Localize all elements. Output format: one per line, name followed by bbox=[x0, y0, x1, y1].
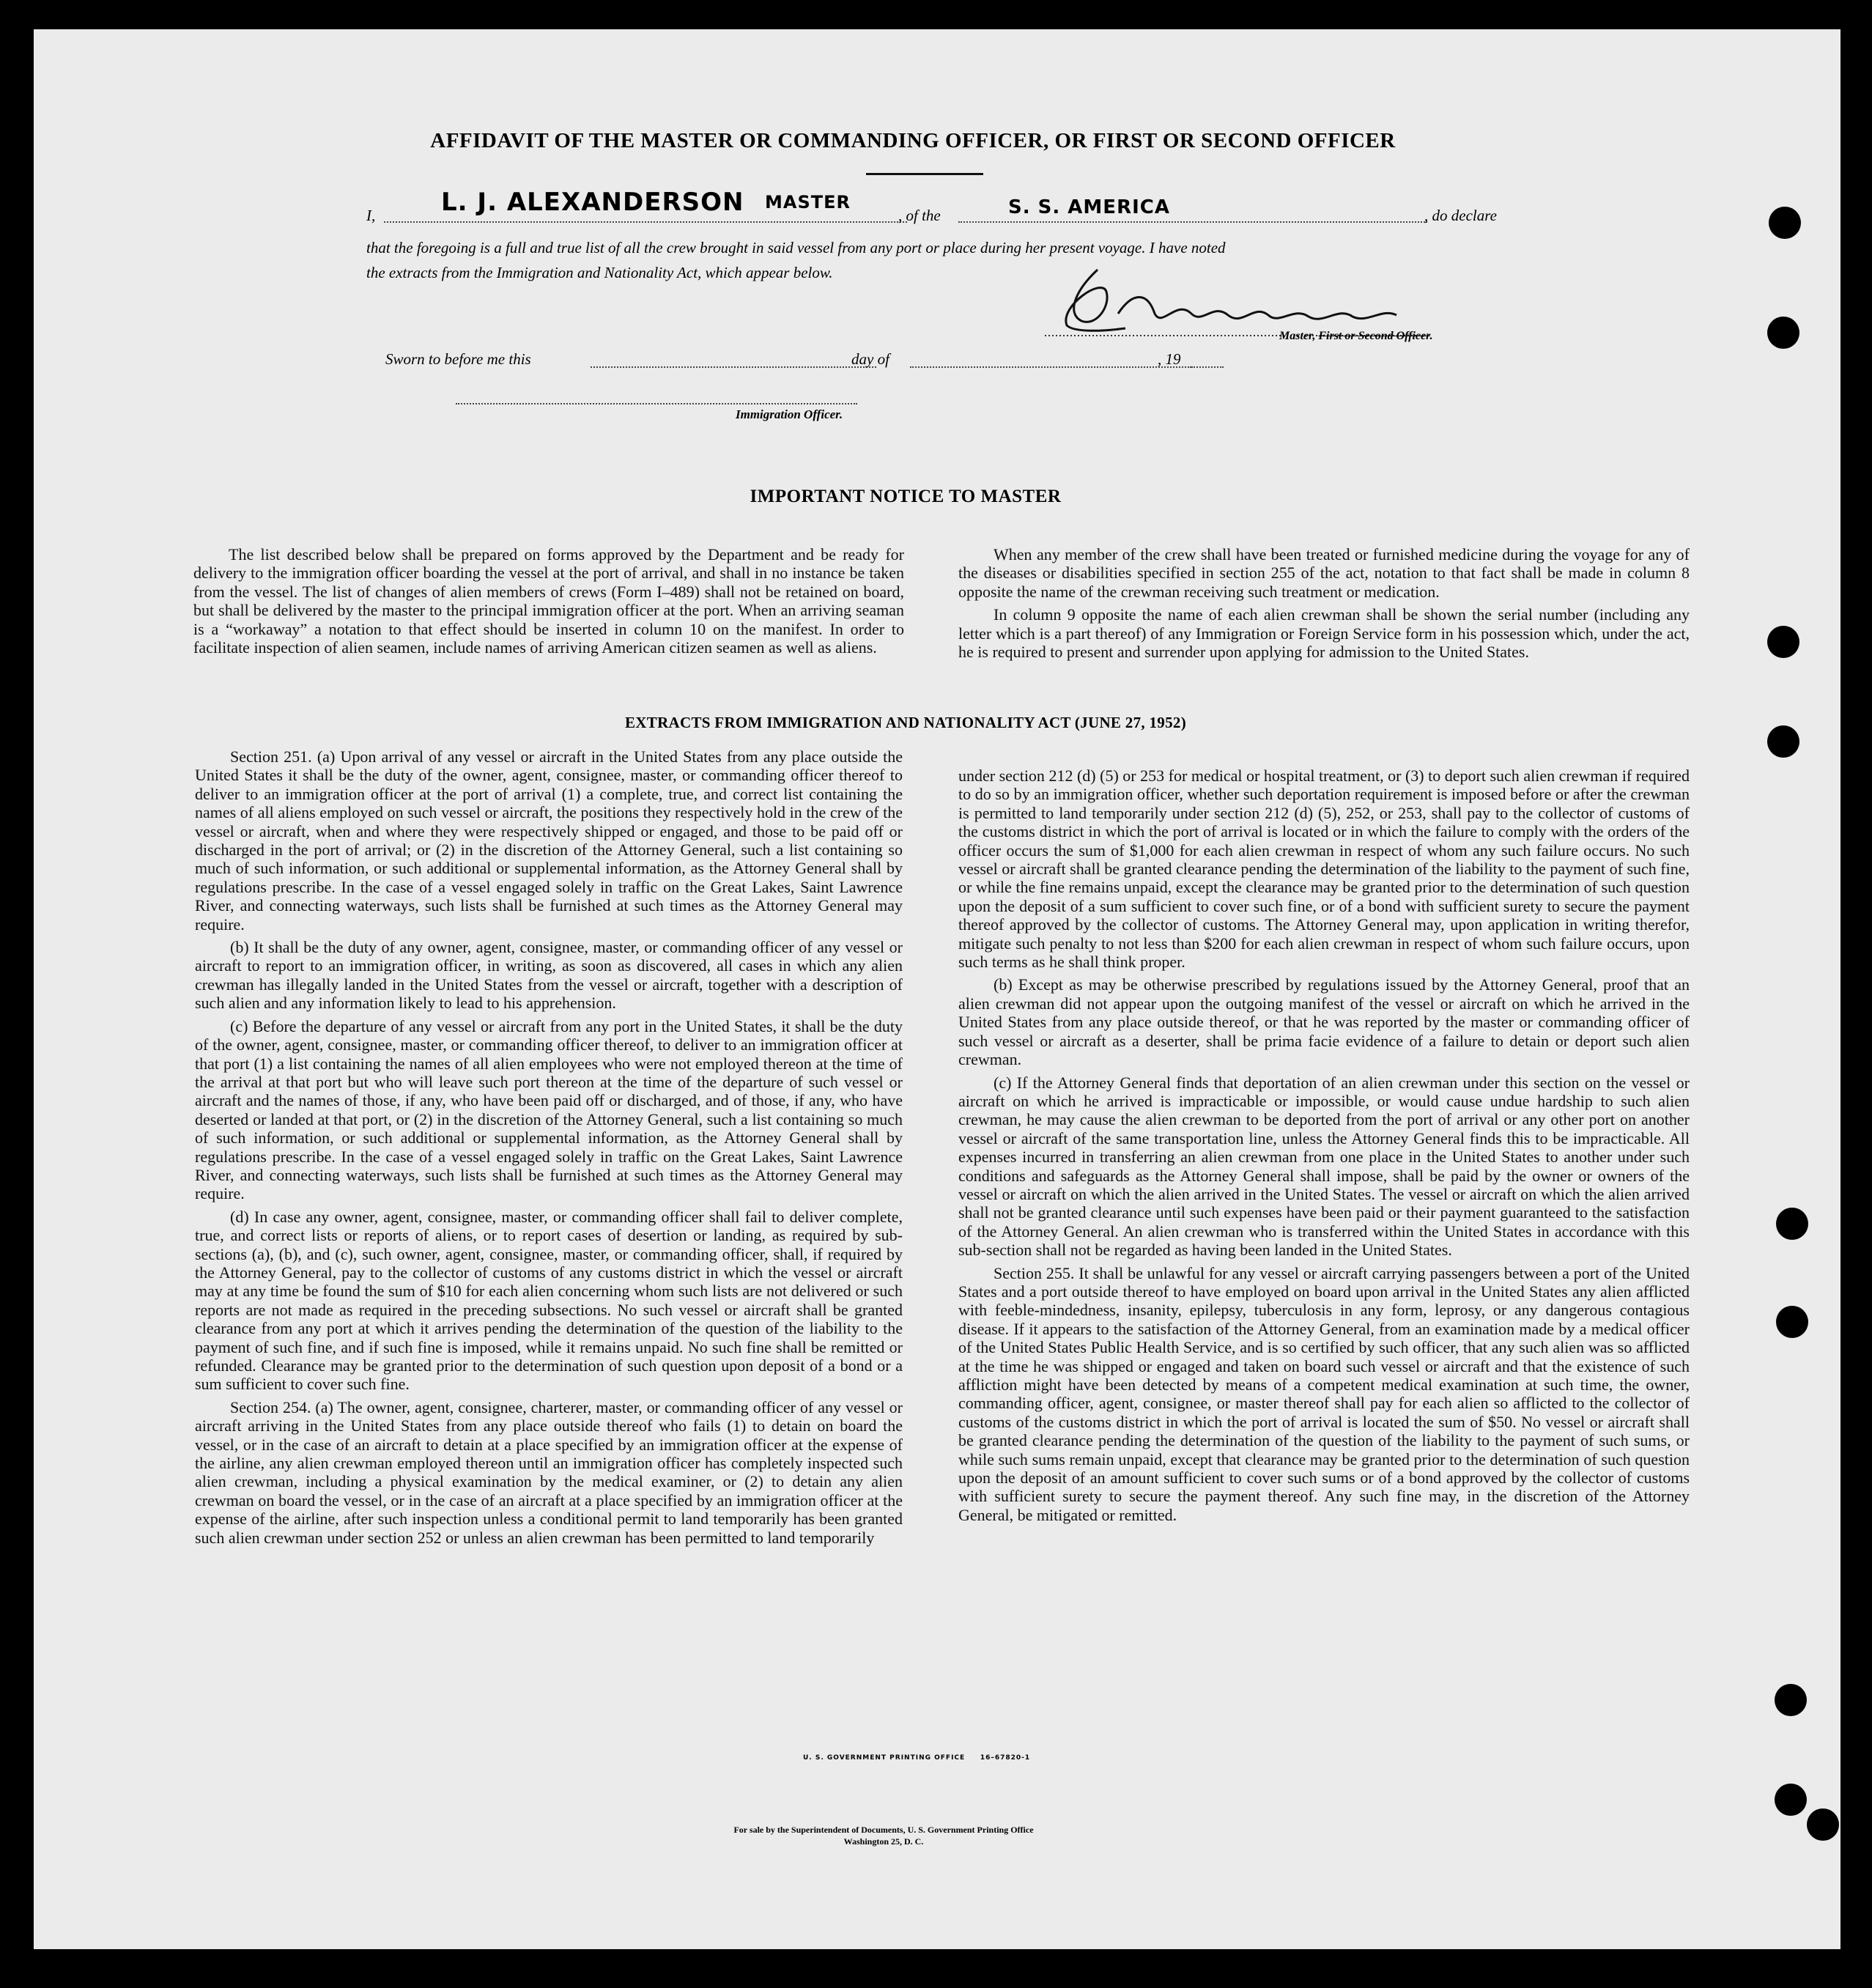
extract-paragraph: under section 212 (d) (5) or 253 for medical or hospital treatment, or (3) to deport such alien crewman if required to do so by an immigration officer, whether such deportation requirement is imposed before or after the crewman is permitted to land temporarily under section 212 (d) (5), 252, or 253, shall pay to the collector of customs of the customs district in which the port of arrival is located or in which the failure to comply with the orders of the officer occurs the sum of $1,000 for each alien crewman in respect of whom any such failure occurs. No such vessel or aircraft shall be granted clearance pending the determination of the liability to the payment of such fine, or while the fine remains unpaid, except the clearance may be granted prior to the determination of such question upon the deposit of a sum sufficient to cover such fine, or of a bond with sufficient surety to secure the payment thereof approved by the collector of customs. The Attorney General may, upon application in writing therefor, mitigate such penalty to not less than $200 for each alien crewman in respect of whom such failure occurs, upon such terms as he shall think proper. bbox=[958, 766, 1690, 972]
declare-label: , do declare bbox=[1424, 207, 1497, 224]
extracts-right-column bbox=[958, 766, 1690, 1529]
sale-notice-line-2: Washington 25, D. C. bbox=[843, 1836, 924, 1847]
i-label: I, bbox=[366, 207, 376, 224]
extracts-left-column bbox=[195, 747, 903, 1551]
binder-hole bbox=[1775, 1784, 1807, 1816]
extract-paragraph: (b) It shall be the duty of any owner, agent, consignee, master, or commanding officer of any vessel or aircraft to report to an immigration officer, in writing, as soon as discovered, all cases in which any alien crewman has illegally landed in the United States from the vessel or aircraft, together with a description of such alien and any information likely to lead to his apprehension. bbox=[195, 938, 903, 1013]
notice-left-column bbox=[193, 545, 904, 661]
extract-paragraph: (c) Before the departure of any vessel or aircraft from any port in the United States, it shall be the duty of the owner, agent, consignee, master, or commanding officer thereof, to deliver to an immigration officer at that port (1) a list containing the names of all alien employees who were not employed thereon at the time of the arrival at that port but who will leave such port thereon at the time of the departure of such vessel or aircraft and the names of those, if any, who have been paid off or discharged, and of those, if any, who have deserted or landed at that port, or (2) in the discretion of the Attorney General, such a list containing so much of such information, or such additional or supplemental information, as the Attorney General shall by regulations prescribe. In the case of a vessel engaged solely in traffic on the Great Lakes, Saint Lawrence River, and connecting waterways, such lists shall be furnished at such times as the Attorney General may require. bbox=[195, 1016, 903, 1203]
binder-hole bbox=[1776, 1306, 1808, 1338]
sale-notice-line-1: For sale by the Superintendent of Documents, U. S. Government Printing Office bbox=[733, 1825, 1034, 1835]
signature-caption-suffix: . bbox=[1429, 330, 1433, 342]
binder-hole bbox=[1807, 1808, 1839, 1841]
immigration-officer-label: Immigration Officer. bbox=[736, 407, 843, 421]
binder-hole bbox=[1767, 317, 1799, 349]
signature-caption bbox=[1279, 330, 1433, 343]
binder-hole bbox=[1775, 1684, 1807, 1716]
binder-hole bbox=[1776, 1208, 1808, 1240]
extract-paragraph: (b) Except as may be otherwise prescribed by regulations issued by the Attorney General, proof that an alien crewman did not appear upon the outgoing manifest of the vessel or aircraft on which he arrived in the United States from any place outside thereof, or that he was reported by the master or commanding officer of such vessel or aircraft as a deserter, shall be prima facie evidence of a failure to detain or deport such alien crewman. bbox=[958, 975, 1690, 1069]
day-of-label: day of bbox=[851, 350, 889, 368]
signature-caption-prefix: Master, bbox=[1279, 330, 1319, 342]
extracts-title: EXTRACTS FROM IMMIGRATION AND NATIONALITY ACT (JUNE 27, 1952) bbox=[625, 714, 1186, 731]
year-field-line bbox=[1191, 366, 1224, 368]
extract-paragraph: Section 251. (a) Upon arrival of any vessel or aircraft in the United States from any place outside the United States it shall be the duty of the owner, agent, consignee, master, or commanding officer thereof to deliver to an immigration officer at the port of arrival (1) a complete, true, and correct list containing the names of all aliens employed on such vessel or aircraft, the positions they respectively hold in the crew of the vessel or aircraft, when and where they were respectively shipped or engaged, and those to be paid off or discharged in the port of arrival; or (2) in the discretion of the Attorney General, such a list containing so much of such information, or such additional or supplemental information, as the Attorney General shall by regulations prescribe. In the case of a vessel engaged solely in traffic on the Great Lakes, Saint Lawrence River, and connecting waterways, such lists shall be furnished at such times as the Attorney General may require. bbox=[195, 747, 903, 934]
of-the-label: , of the bbox=[898, 207, 941, 224]
title-rule bbox=[866, 173, 983, 175]
extract-paragraph: (c) If the Attorney General finds that deportation of an alien crewman under this section on the vessel or aircraft on which he arrived is impracticable or impossible, or would cause undue hardship to such alien crewman, he may cause the alien crewman to be deported from the port of arrival or any other port on another vessel or aircraft of the same transportation line, unless the Attorney General finds this to be impracticable. All expenses incurred in transferring an alien crewman from one place in the United States to another under such conditions and safeguards as the Attorney General shall impose, shall be paid by the owner or owners of the vessel or aircraft on which the alien arrived in the United States. The vessel or aircraft on which the alien arrived shall not be granted clearance until such expenses have been paid or their payment guaranteed to the satisfaction of the Attorney General. An alien crewman who is transferred within the United States in accordance with this sub-section shall not be regarded as having been landed in the United States. bbox=[958, 1073, 1690, 1260]
rank-field: MASTER bbox=[765, 192, 851, 213]
signature-caption-struck: First or Second Officer bbox=[1318, 330, 1430, 342]
declaration-line-1: that the foregoing is a full and true list of all the crew brought in said vessel from any port or place during her present voyage. I have noted bbox=[366, 239, 1226, 256]
document-page bbox=[34, 29, 1840, 1949]
sworn-label: Sworn to before me this bbox=[385, 350, 531, 368]
binder-hole bbox=[1767, 626, 1799, 658]
officer-signature-line bbox=[456, 403, 857, 404]
notice-title: IMPORTANT NOTICE TO MASTER bbox=[750, 487, 1062, 506]
sworn-field-line bbox=[591, 366, 876, 368]
binder-hole bbox=[1767, 725, 1799, 758]
name-field-line bbox=[384, 221, 907, 223]
notice-right-column bbox=[958, 545, 1690, 665]
notice-right-paragraph-1: When any member of the crew shall have been treated or furnished medicine during the voyage for any of the diseases or disabilities specified in section 255 of the act, notation to that fact shall be made in column 8 opposite the name of the crewman receiving such treatment or medication. bbox=[958, 545, 1690, 601]
year-label: , 19 bbox=[1158, 350, 1181, 368]
day-field-line bbox=[910, 366, 1191, 368]
extract-paragraph: (d) In case any owner, agent, consignee, master, or commanding officer shall fail to deliver complete, true, and correct lists or reports of aliens, or to report cases of desertion or landing, as required by sub-sections (a), (b), and (c), such owner, agent, consignee, master, or commanding officer, shall, if required by the Attorney General, pay to the collector of customs of any customs district in which the vessel or aircraft may at any time be found the sum of $10 for each alien concerning whom such lists are not delivered or such reports are not made as required in the preceding subsections. No such vessel or aircraft shall be granted clearance from any port at which it arrives pending the determination of the question of the liability to the payment of such fine, and if such fine is imposed, while it remains unpaid. No such fine shall be remitted or refunded. Clearance may be granted prior to the determination of such question upon deposit of a bond or a sum sufficient to cover such fine. bbox=[195, 1207, 903, 1394]
vessel-field: S. S. AMERICA bbox=[1008, 196, 1170, 218]
notice-left-paragraph: The list described below shall be prepared on forms approved by the Department and be ready for delivery to the immigration officer boarding the vessel at the port of arrival, and shall in no instance be taken from the vessel. The list of changes of alien members of crews (Form I–489) shall not be retained on board, but shall be delivered by the master to the principal immigration officer at the port. When an arriving seaman is a “workaway” a notation to that effect should be inserted in column 10 on the manifest. In order to facilitate inspection of alien seamen, include names of arriving American citizen seamen as well as aliens. bbox=[193, 545, 904, 657]
vessel-field-line bbox=[958, 221, 1427, 223]
notice-right-paragraph-2: In column 9 opposite the name of each alien crewman shall be shown the serial number (including any letter which is a part thereof) of any Immigration or Foreign Service form in his possession which, under the act, he is required to present and surrender upon applying for admission to the United States. bbox=[958, 605, 1690, 662]
extract-paragraph: Section 254. (a) The owner, agent, consignee, charterer, master, or commanding officer of any vessel or aircraft arriving in the United States from any place outside thereof who fails (1) to detain on board the vessel, or in the case of an aircraft to detain at a place specified by an immigration officer at the expense of the airline, any alien crewman employed thereon until an immigration officer has completely inspected such alien crewman, including a physical examination by the medical examiner, or (2) to detain any alien crewman on board the vessel, or in the case of an aircraft at a place specified by an immigration officer at the expense of the airline, after such inspection unless a conditional permit to land temporarily has been granted such alien crewman under section 252 or unless an alien crewman has been permitted to land temporarily bbox=[195, 1397, 903, 1547]
extract-paragraph: Section 255. It shall be unlawful for any vessel or aircraft carrying passengers between a port of the United States and a port outside thereof to have employed on board upon arrival in the United States any alien afflicted with feeble-mindedness, insanity, epilepsy, tuberculosis in any form, leprosy, or any dangerous contagious disease. If it appears to the satisfaction of the Attorney General, from an examination made by a medical officer of the United States Public Health Service, and is so certified by such officer, that any such alien was so afflicted at the time he was shipped or engaged and taken on board such vessel or aircraft and that the existence of such affliction might have been detected by means of a competent medical examination at such time, the owner, commanding officer, agent, consignee, or master thereof shall pay for each alien so afflicted to the collector of customs of the customs district in which the port of arrival is located the sum of $50. No vessel or aircraft shall be granted clearance pending the determination of the question of the liability to the payment of such sums, or while such sums remain unpaid, except that clearance may be granted prior to the determination of such question upon the deposit of an amount sufficient to cover such sums or of a bond approved by the collector of customs with sufficient surety to secure the payment thereof. Any such fine may, in the discretion of the Attorney General, be mitigated or remitted. bbox=[958, 1263, 1690, 1524]
gpo-imprint: U. S. GOVERNMENT PRINTING OFFICE 16–67820-1 bbox=[803, 1754, 1031, 1762]
binder-hole bbox=[1769, 207, 1801, 239]
declaration-line-2: the extracts from the Immigration and Nationality Act, which appear below. bbox=[366, 264, 833, 281]
affidavit-title: AFFIDAVIT OF THE MASTER OR COMMANDING OFFICER, OR FIRST OR SECOND OFFICER bbox=[430, 129, 1396, 152]
master-name-field: L. J. ALEXANDERSON bbox=[441, 188, 744, 217]
